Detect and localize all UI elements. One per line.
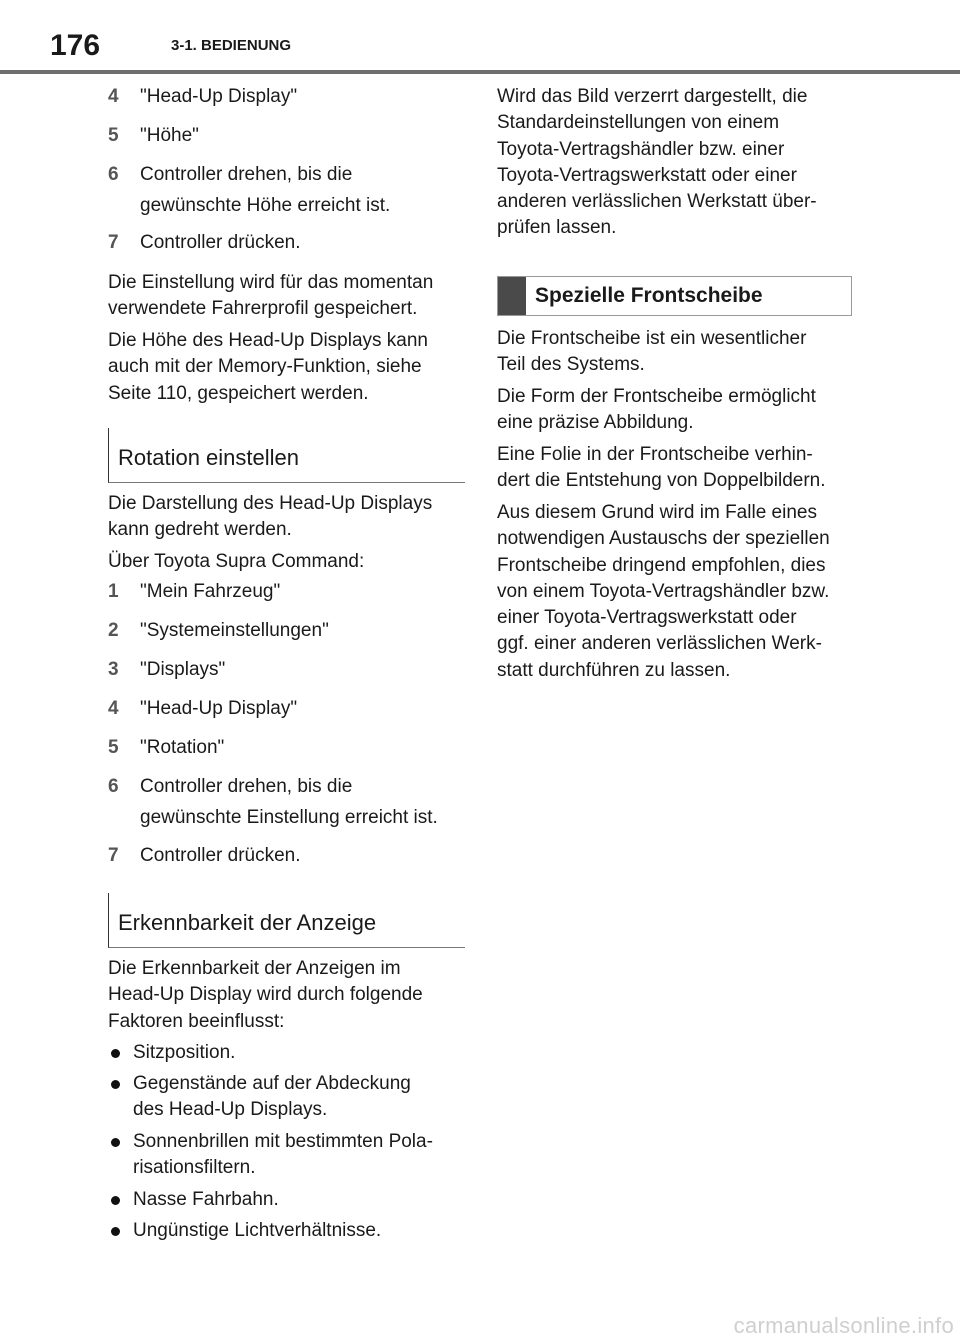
heading-text: Spezielle Frontscheibe xyxy=(535,284,763,307)
bullet-text xyxy=(133,1129,468,1182)
paragraph-line: kann gedreht werden. xyxy=(108,519,292,541)
bullet-dot-icon xyxy=(111,1138,120,1147)
bullet-dot-icon xyxy=(111,1049,120,1058)
bullet-text xyxy=(133,1187,468,1213)
bullet-dot-icon xyxy=(111,1080,120,1089)
paragraph xyxy=(108,956,470,1035)
paragraph xyxy=(108,328,470,407)
paragraph-line: Die Erkennbarkeit der Anzeigen im xyxy=(108,958,401,979)
bullet-text-line: Nasse Fahrbahn. xyxy=(133,1189,279,1210)
paragraph xyxy=(497,442,859,495)
heading-visibility xyxy=(108,893,465,948)
paragraph-line: Aus diesem Grund wird im Falle eines xyxy=(497,502,817,523)
paragraph xyxy=(108,549,470,575)
bullet-text-line: Sitzposition. xyxy=(133,1042,236,1063)
paragraph-line: von einem Toyota-Vertragshändler bzw. xyxy=(497,580,830,602)
paragraph xyxy=(108,270,470,323)
page-number: 176 xyxy=(50,29,101,62)
paragraph-line: eine präzise Abbildung. xyxy=(497,412,694,434)
bullet-text xyxy=(133,1071,468,1124)
step-number: 2 xyxy=(108,620,119,641)
paragraph-line: Toyota-Vertragshändler bzw. einer xyxy=(497,138,785,160)
paragraph xyxy=(497,326,859,379)
step-text: "Höhe" xyxy=(140,125,199,146)
step-number: 4 xyxy=(108,86,119,107)
paragraph xyxy=(497,84,859,242)
bullet-text-line: Ungünstige Lichtverhältnisse. xyxy=(133,1220,382,1241)
step-number: 6 xyxy=(108,776,119,797)
paragraph-line: statt durchführen zu lassen. xyxy=(497,659,731,681)
bullet-text xyxy=(133,1218,468,1244)
watermark: carmanualsonline.info xyxy=(733,1313,954,1338)
paragraph xyxy=(497,500,859,684)
paragraph-line: Head-Up Display wird durch folgende xyxy=(108,984,423,1006)
heading-windshield xyxy=(497,276,852,316)
step-number: 5 xyxy=(108,125,119,146)
paragraph-line: anderen verlässlichen Werkstatt über- xyxy=(497,191,817,213)
step-number: 3 xyxy=(108,659,119,680)
paragraph-line: Standardeinstellungen von einem xyxy=(497,112,780,134)
paragraph-line: verwendete Fahrerprofil gespeichert. xyxy=(108,298,418,320)
step-text: Controller drücken. xyxy=(140,845,301,866)
bullet-dot-icon xyxy=(111,1227,120,1236)
step-number: 5 xyxy=(108,737,119,758)
page-header xyxy=(0,0,960,75)
step-text xyxy=(140,160,470,221)
step-text: "Displays" xyxy=(140,659,226,680)
paragraph-line: Die Form der Frontscheibe ermöglicht xyxy=(497,386,816,407)
paragraph-line: Die Frontscheibe ist ein wesentlicher xyxy=(497,328,807,349)
step-number: 6 xyxy=(108,164,119,185)
paragraph-line: Toyota-Vertragswerkstatt oder einer xyxy=(497,164,797,186)
step-text: Controller drücken. xyxy=(140,232,301,253)
paragraph xyxy=(108,491,470,544)
paragraph-line: Die Einstellung wird für das momentan xyxy=(108,272,434,293)
step-number: 7 xyxy=(108,232,119,253)
step-text: "Head-Up Display" xyxy=(140,698,298,719)
header-divider xyxy=(0,70,960,74)
heading-rotation xyxy=(108,428,465,483)
bullet-dot-icon xyxy=(111,1196,120,1205)
paragraph-line: notwendigen Austauschs der speziellen xyxy=(497,528,830,550)
bullet-text-line: Gegenstände auf der Abdeckung xyxy=(133,1073,411,1094)
paragraph-line: Eine Folie in der Frontscheibe verhin- xyxy=(497,444,813,465)
step-text-line: Controller drehen, bis die xyxy=(140,164,353,185)
paragraph-line: Seite 110, gespeichert werden. xyxy=(108,382,369,404)
bullet-text-line: risationsfiltern. xyxy=(133,1157,256,1179)
bullet-text xyxy=(133,1040,468,1066)
step-text-line: gewünschte Einstellung erreicht ist. xyxy=(140,807,438,828)
step-text: "Rotation" xyxy=(140,737,225,758)
paragraph-line: auch mit der Memory-Funktion, siehe xyxy=(108,356,422,378)
heading-text: Rotation einstellen xyxy=(118,445,300,470)
paragraph-line: Teil des Systems. xyxy=(497,354,645,376)
step-text xyxy=(140,772,470,833)
paragraph-line: Faktoren beeinflusst: xyxy=(108,1010,285,1032)
paragraph-line: Über Toyota Supra Command: xyxy=(108,551,365,572)
step-text-line: Controller drehen, bis die xyxy=(140,776,353,797)
step-text-line: gewünschte Höhe erreicht ist. xyxy=(140,195,391,216)
bullet-text-line: des Head-Up Displays. xyxy=(133,1099,328,1121)
step-number: 1 xyxy=(108,581,119,602)
paragraph-line: ggf. einer anderen verlässlichen Werk- xyxy=(497,633,822,655)
paragraph-line: Die Darstellung des Head-Up Displays xyxy=(108,493,433,514)
heading-marker xyxy=(498,277,526,315)
paragraph-line: Wird das Bild verzerrt dargestellt, die xyxy=(497,86,808,107)
heading-text: Erkennbarkeit der Anzeige xyxy=(118,910,377,935)
step-text: "Systemeinstellungen" xyxy=(140,620,329,641)
paragraph xyxy=(497,384,859,437)
section-title: 3-1. BEDIENUNG xyxy=(171,37,292,54)
paragraph-line: prüfen lassen. xyxy=(497,217,617,239)
step-text: "Mein Fahrzeug" xyxy=(140,581,281,602)
paragraph-line: einer Toyota-Vertragswerkstatt oder xyxy=(497,607,797,629)
step-number: 4 xyxy=(108,698,119,719)
bullet-text-line: Sonnenbrillen mit bestimmten Pola- xyxy=(133,1131,433,1152)
paragraph-line: dert die Entstehung von Doppelbildern. xyxy=(497,470,826,492)
paragraph-line: Die Höhe des Head-Up Displays kann xyxy=(108,330,428,351)
step-text: "Head-Up Display" xyxy=(140,86,298,107)
step-number: 7 xyxy=(108,845,119,866)
paragraph-line: Frontscheibe dringend empfohlen, dies xyxy=(497,554,826,576)
